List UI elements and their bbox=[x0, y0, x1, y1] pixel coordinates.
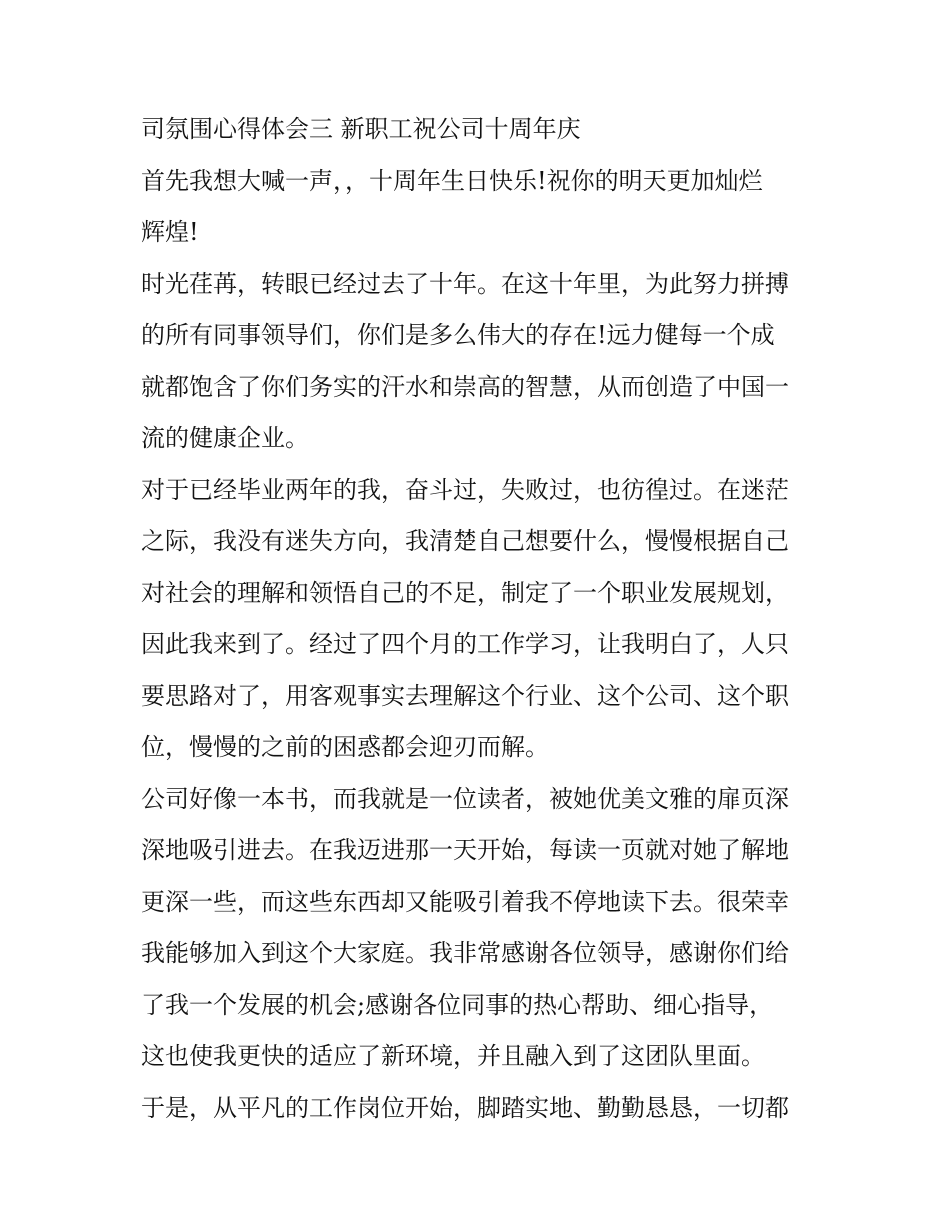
text-line: 于是，从平凡的工作岗位开始，脚踏实地、勤勤恳恳，一切都 bbox=[141, 1093, 789, 1122]
text-line: 公司好像一本书，而我就是一位读者，被她优美文雅的扉页深 bbox=[141, 784, 789, 813]
document-title-line: 司氛围心得体会三 新职工祝公司十周年庆 bbox=[141, 115, 581, 143]
text-line: 之际，我没有迷失方向，我清楚自己想要什么，慢慢根据自己 bbox=[141, 527, 789, 555]
text-line: 就都饱含了你们务实的汗水和崇高的智慧，从而创造了中国一 bbox=[141, 372, 789, 401]
text-line: 深地吸引进去。在我迈进那一天开始，每读一页就对她了解地 bbox=[141, 836, 789, 864]
text-line: 了我一个发展的机会;感谢各位同事的热心帮助、细心指导， bbox=[141, 990, 774, 1019]
text-line: 位，慢慢的之前的困惑都会迎刃而解。 bbox=[141, 733, 549, 761]
text-line: 我能够加入到这个大家庭。我非常感谢各位领导，感谢你们给 bbox=[141, 939, 789, 967]
text-line: 流的健康企业。 bbox=[141, 424, 309, 452]
text-line: 更深一些，而这些东西却又能吸引着我不停地读下去。很荣幸 bbox=[141, 887, 789, 916]
text-line: 这也使我更快的适应了新环境，并且融入到了这团队里面。 bbox=[141, 1042, 765, 1070]
text-line: 的所有同事领导们，你们是多么伟大的存在!远力健每一个成 bbox=[141, 321, 775, 349]
text-line: 首先我想大喊一声，，十周年生日快乐!祝你的明天更加灿烂 bbox=[141, 166, 763, 195]
text-line: 时光荏苒，转眼已经过去了十年。在这十年里，为此努力拼搏 bbox=[141, 269, 789, 298]
document-body bbox=[141, 104, 821, 1134]
text-line: 对于已经毕业两年的我，奋斗过，失败过，也彷徨过。在迷茫 bbox=[141, 475, 789, 504]
text-line: 对社会的理解和领悟自己的不足，制定了一个职业发展规划， bbox=[141, 578, 789, 607]
text-line: 辉煌! bbox=[141, 218, 199, 246]
text-line: 因此我来到了。经过了四个月的工作学习，让我明白了，人只 bbox=[141, 630, 789, 658]
text-line: 要思路对了，用客观事实去理解这个行业、这个公司、这个职 bbox=[141, 681, 789, 710]
